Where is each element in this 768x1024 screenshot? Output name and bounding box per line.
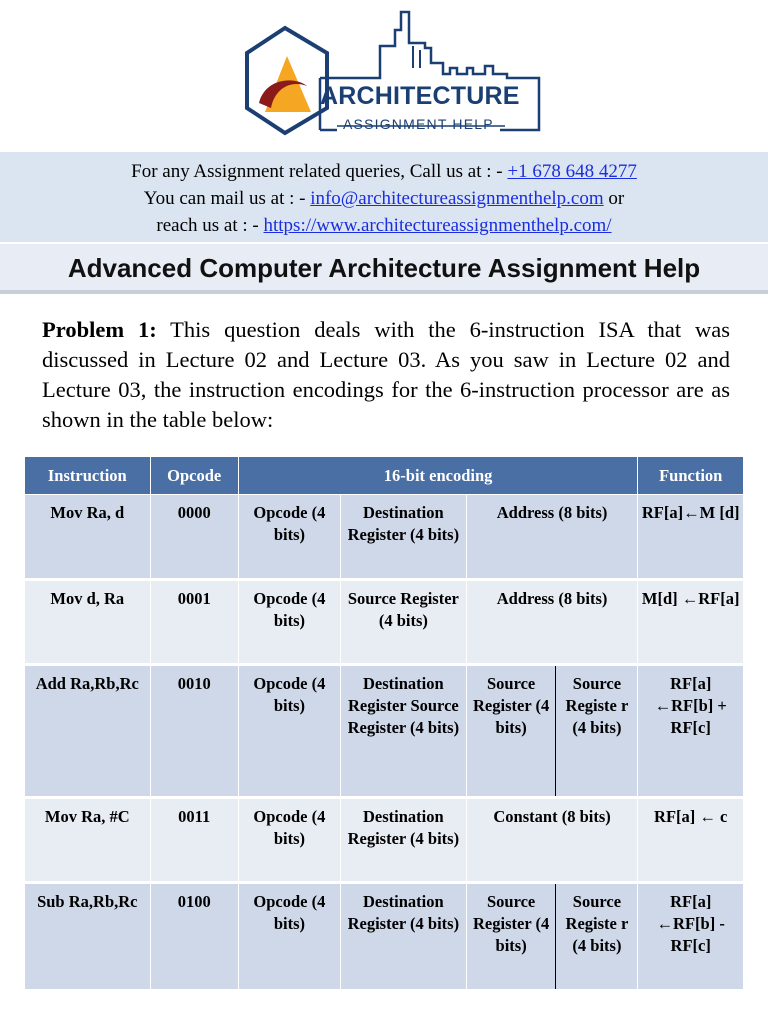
cell-field: Source Register (4 bits) — [466, 883, 556, 991]
header-instruction: Instruction — [25, 457, 151, 495]
contact-band — [0, 152, 768, 242]
contact-line-email — [0, 185, 768, 212]
brand-logo — [245, 8, 545, 148]
page-title: Advanced Computer Architecture Assignment Help — [0, 244, 768, 294]
cell-opcode: 0000 — [150, 495, 238, 580]
cell-field: Destination Register (4 bits) — [340, 883, 466, 991]
cell-field: Source Register (4 bits) — [466, 665, 556, 798]
header-opcode: Opcode — [150, 457, 238, 495]
contact-line-phone — [0, 158, 768, 185]
cell-instruction: Sub Ra,Rb,Rc — [25, 883, 151, 991]
cell-field: Destination Register Source Register (4 bits) — [340, 665, 466, 798]
table-row — [25, 495, 744, 580]
cell-field: Source Registe r (4 bits) — [556, 665, 638, 798]
logo-title: ARCHITECTURE — [320, 82, 520, 110]
logo-subtitle: ASSIGNMENT HELP — [343, 116, 494, 132]
cell-instruction: Mov Ra, #C — [25, 798, 151, 883]
cell-field: Address (8 bits) — [466, 580, 638, 665]
email-suffix: or — [603, 188, 625, 209]
table-row — [25, 883, 744, 991]
table-row — [25, 665, 744, 798]
website-prefix: reach us at : - — [156, 215, 264, 236]
table-header-row — [25, 457, 744, 495]
cell-field: Source Register (4 bits) — [340, 580, 466, 665]
phone-link[interactable]: +1 678 648 4277 — [507, 161, 637, 182]
cell-opcode: 0001 — [150, 580, 238, 665]
cell-field: Opcode (4 bits) — [238, 883, 340, 991]
cell-function: RF[a]←M [d] — [638, 495, 744, 580]
problem-text: This question deals with the 6-instruction ISA that was discussed in Lecture 02 and Lecture 03. As you saw in Lecture 02 and Lecture 03, the instruction encodings for the 6-instruction processor are as shown in the table below: — [42, 317, 730, 432]
contact-line-website — [0, 212, 768, 239]
cell-opcode: 0100 — [150, 883, 238, 991]
problem-label: Problem 1: — [42, 317, 157, 342]
cell-field: Address (8 bits) — [466, 495, 638, 580]
table-row — [25, 580, 744, 665]
instruction-encoding-table — [24, 456, 744, 992]
website-link[interactable]: https://www.architectureassignmenthelp.com/ — [263, 215, 612, 236]
cell-instruction: Mov Ra, d — [25, 495, 151, 580]
problem-statement — [42, 315, 730, 435]
table-row — [25, 798, 744, 883]
cell-instruction: Mov d, Ra — [25, 580, 151, 665]
cell-instruction: Add Ra,Rb,Rc — [25, 665, 151, 798]
cell-field: Source Registe r (4 bits) — [556, 883, 638, 991]
cell-field: Constant (8 bits) — [466, 798, 638, 883]
email-link[interactable]: info@architectureassignmenthelp.com — [310, 188, 604, 209]
email-prefix: You can mail us at : - — [143, 188, 311, 209]
phone-prefix: For any Assignment related queries, Call us at : - — [131, 161, 508, 182]
cell-opcode: 0010 — [150, 665, 238, 798]
cell-field: Opcode (4 bits) — [238, 495, 340, 580]
header-function: Function — [638, 457, 744, 495]
header-encoding: 16-bit encoding — [238, 457, 638, 495]
cell-field: Destination Register (4 bits) — [340, 798, 466, 883]
cell-function: RF[a] ←RF[b] - RF[c] — [638, 883, 744, 991]
cell-field: Opcode (4 bits) — [238, 798, 340, 883]
cell-opcode: 0011 — [150, 798, 238, 883]
cell-function: M[d] ←RF[a] — [638, 580, 744, 665]
cell-field: Opcode (4 bits) — [238, 665, 340, 798]
cell-function: RF[a] ← c — [638, 798, 744, 883]
cell-function: RF[a] ←RF[b] + RF[c] — [638, 665, 744, 798]
cell-field: Destination Register (4 bits) — [340, 495, 466, 580]
cell-field: Opcode (4 bits) — [238, 580, 340, 665]
